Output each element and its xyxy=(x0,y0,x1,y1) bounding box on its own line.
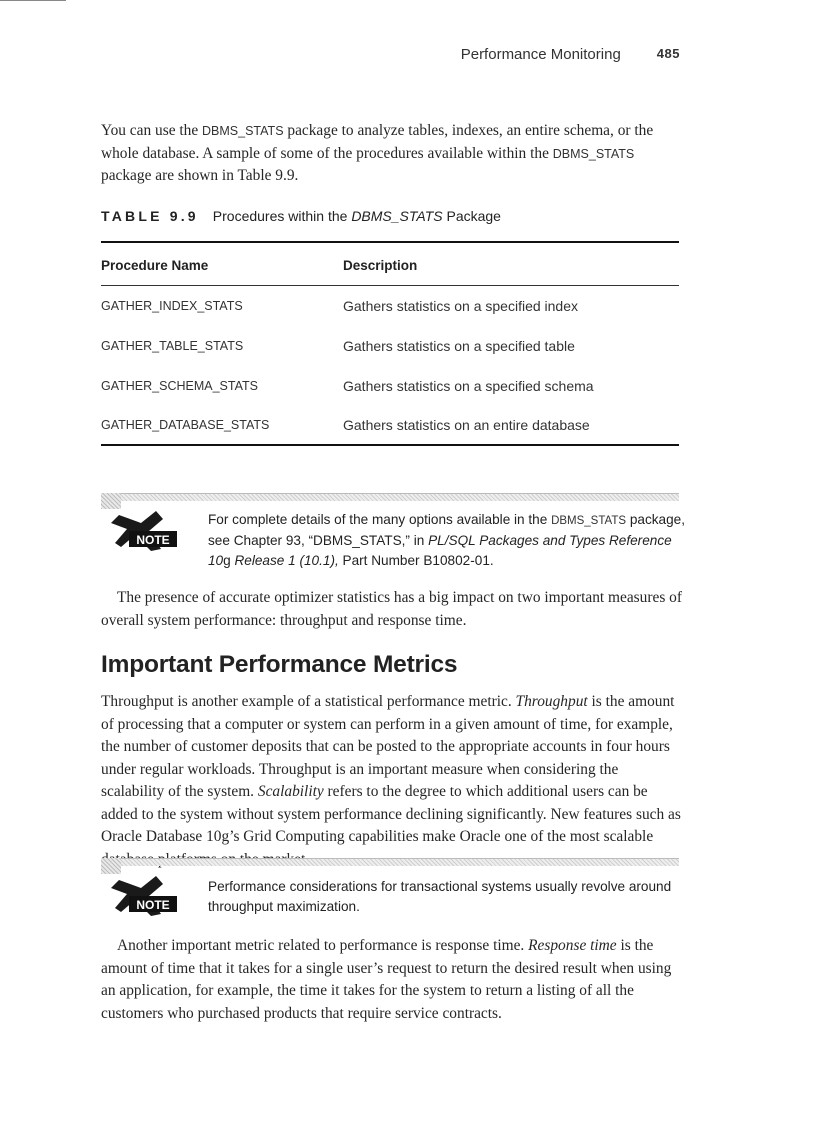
table-row xyxy=(101,286,679,327)
table-number: TABLE 9.9 xyxy=(101,208,199,224)
note-icon-label: NOTE xyxy=(136,898,170,912)
note-text xyxy=(208,510,688,571)
page-number: 485 xyxy=(656,46,680,61)
crop-mark xyxy=(0,0,66,1)
code-dbms-stats: DBMS_STATS xyxy=(202,124,284,138)
text-run: refers to the degree to which additional users can be added to the system without system performance declining significantly. New features such as Oracle Database 10g’s Grid Computing capabilities make Oracle one of the most scalable xyxy=(101,783,681,845)
note-text: Performance considerations for transactional systems usually revolve around throughput maximization. xyxy=(208,879,672,914)
paragraph-response-time xyxy=(101,935,685,1025)
note-pushpin-icon xyxy=(101,505,181,555)
note-text-run: Part Number B10802-01. xyxy=(338,553,494,568)
paragraph-statistics-impact: The presence of accurate optimizer statistics has a big impact on two important measures of overall system performance: throughput and response time. xyxy=(101,589,682,629)
section-heading: Important Performance Metrics xyxy=(101,651,458,678)
col-procedure-name: Procedure Name xyxy=(101,242,343,286)
term-throughput: Throughput xyxy=(515,693,588,710)
note-rule xyxy=(101,858,679,866)
procedure-name-cell: GATHER_SCHEMA_STATS xyxy=(101,379,258,393)
description-cell: Gathers statistics on a specified table xyxy=(343,338,575,354)
description-cell: Gathers statistics on a specified index xyxy=(343,298,579,314)
term-scalability: Scalability xyxy=(257,783,324,800)
procedure-name-cell: GATHER_DATABASE_STATS xyxy=(101,406,343,445)
procedures-table xyxy=(101,241,679,446)
procedure-name-cell: GATHER_TABLE_STATS xyxy=(101,339,244,353)
note-text-run: For complete details of the many options available in the xyxy=(208,512,552,527)
code-dbms-stats: DBMS_STATS xyxy=(552,146,635,161)
table-row xyxy=(101,326,679,366)
intro-paragraph xyxy=(101,120,683,188)
code-dbms-stats: DBMS_STATS xyxy=(551,515,627,527)
note-pushpin-icon xyxy=(101,870,181,920)
table-row xyxy=(101,366,679,406)
note-text-run: package, see Chapter 93, “DBMS_STATS,” in xyxy=(208,512,685,548)
table-row xyxy=(101,406,679,445)
note-text-run: g xyxy=(223,553,235,568)
note-rule xyxy=(101,493,679,501)
running-header xyxy=(461,46,680,63)
text-run: package to analyze tables, indexes, an entire schema, or the whole database. A sample of some of the procedures available within the xyxy=(101,122,654,162)
note-icon-label: NOTE xyxy=(136,533,170,547)
text-run: package are shown in Table 9.9. xyxy=(101,167,299,184)
table-caption xyxy=(101,208,501,224)
description-cell: Gathers statistics on an entire database xyxy=(343,406,679,445)
description-cell: Gathers statistics on a specified schema xyxy=(343,378,594,394)
col-description: Description xyxy=(343,242,679,286)
note-italic: PL/SQL Packages and Types Reference 10 xyxy=(208,533,672,568)
text-run: Throughput is another example of a statistical performance metric. xyxy=(101,693,516,710)
term-response-time: Response time xyxy=(528,937,617,954)
text-run: Another important metric related to performance is response time. xyxy=(117,937,529,954)
caption-text: Package xyxy=(442,208,501,224)
paragraph-throughput xyxy=(101,691,685,871)
text-run: is the amount of time that it takes for a single user’s request to return the desired result when using an application, for example, the time it takes for the system to return a listing of all the customers who purchased products that require service contracts. xyxy=(101,937,672,1022)
note-box xyxy=(101,858,679,928)
procedure-name-cell: GATHER_INDEX_STATS xyxy=(101,299,243,313)
table-header-row xyxy=(101,242,679,286)
header-title: Performance Monitoring xyxy=(460,46,621,63)
note-box xyxy=(101,493,685,573)
text-run: You can use the xyxy=(101,122,203,139)
caption-italic: DBMS_STATS xyxy=(351,208,443,224)
text-run: is the amount of processing that a computer or system can perform in a given amount of time, for example, the number of customer deposits that can be posted to the appropriate accounts in four hours under regular workloads. Throughput is an important measure when considering the scalability of the system. xyxy=(101,693,675,800)
note-italic: Release 1 (10.1), xyxy=(234,553,339,568)
caption-text: Procedures within the xyxy=(212,208,352,224)
